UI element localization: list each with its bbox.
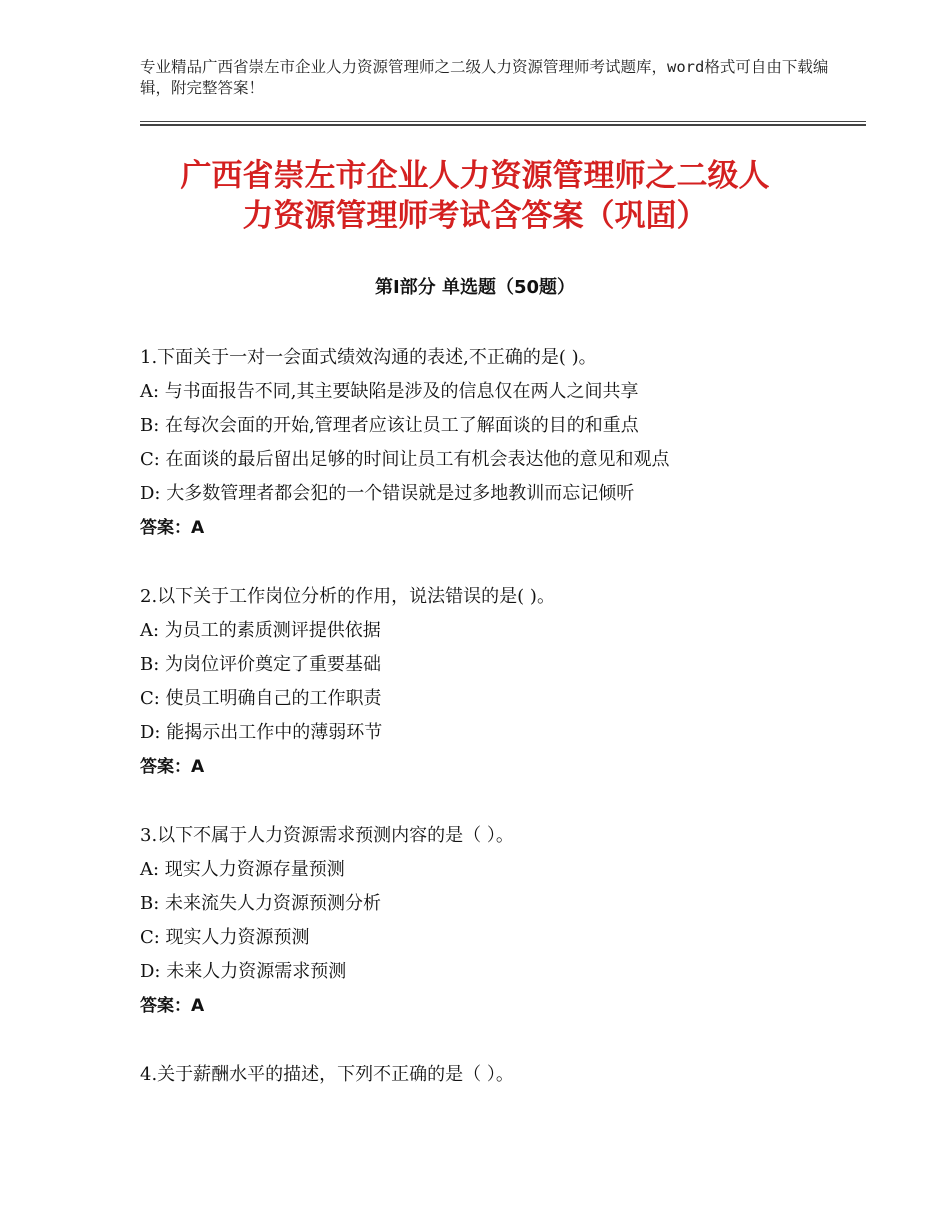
question-2 [140,582,860,786]
question-stem: 4.关于薪酬水平的描述，下列不正确的是（ ）。 [140,1064,514,1085]
document-title [100,156,850,236]
option-d: D: 未来人力资源需求预测 [140,961,347,982]
question-3 [140,821,860,1025]
option-a: A: 为员工的素质测评提供依据 [140,620,381,641]
answer-line: 答案：A [140,518,205,538]
title-line-2: 力资源管理师考试含答案（巩固） [242,198,708,234]
question-list [140,343,860,1129]
option-b: B: 未来流失人力资源预测分析 [140,893,382,914]
answer-line: 答案：A [140,757,205,777]
option-d: D: 能揭示出工作中的薄弱环节 [140,722,383,743]
question-stem: 3.以下不属于人力资源需求预测内容的是（ ）。 [140,825,514,846]
option-c: C: 现实人力资源预测 [140,927,310,948]
title-line-1: 广西省崇左市企业人力资源管理师之二级人 [180,158,770,194]
option-c: C: 使员工明确自己的工作职责 [140,688,382,709]
section-heading: 第Ⅰ部分 单选题（50题） [374,277,575,298]
option-b: B: 为岗位评价奠定了重要基础 [140,654,382,675]
option-a: A: 现实人力资源存量预测 [140,859,345,880]
header-note: 专业精品广西省崇左市企业人力资源管理师之二级人力资源管理师考试题库，word格式可自由下载编辑，附完整答案！ [140,58,829,97]
answer-line: 答案：A [140,996,205,1016]
option-b: B: 在每次会面的开始,管理者应该让员工了解面谈的目的和重点 [140,415,639,436]
header-divider-thick [140,124,866,126]
question-stem: 1.下面关于一对一会面式绩效沟通的表述,不正确的是( )。 [140,347,597,368]
option-c: C: 在面谈的最后留出足够的时间让员工有机会表达他的意见和观点 [140,449,670,470]
question-1 [140,343,860,547]
option-d: D: 大多数管理者都会犯的一个错误就是过多地教训而忘记倾听 [140,483,635,504]
question-stem: 2.以下关于工作岗位分析的作用，说法错误的是( )。 [140,586,555,607]
option-a: A: 与书面报告不同,其主要缺陷是涉及的信息仅在两人之间共享 [140,381,639,402]
question-4 [140,1060,860,1094]
header-divider-thin [140,121,866,122]
